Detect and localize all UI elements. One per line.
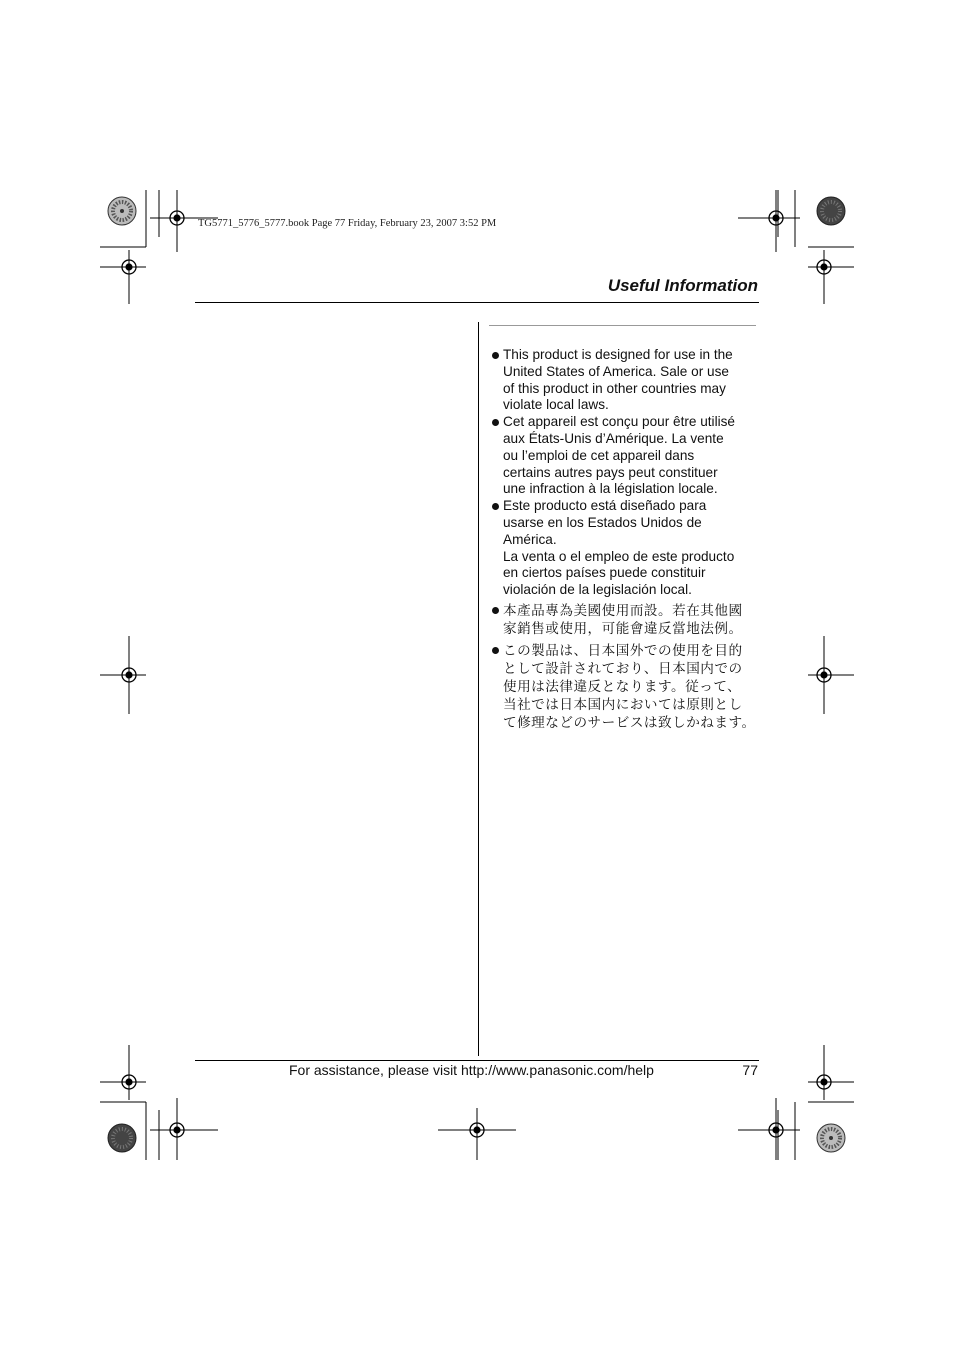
notice-japanese: この製品は、日本国外での使用を目的 として設計されており、日本国内での 使用は法律違反となります。従って、 当社では日本国内においては原則とし て修理などのサービスは致しかねます。 (503, 642, 756, 730)
page-number: 77 (742, 1062, 758, 1078)
column-divider (478, 322, 479, 1056)
box-top-rule (489, 325, 756, 326)
notice-french: Cet appareil est conçu pour être utilisé aux États-Unis d’Amérique. La vente ou l’emploi de cet appareil dans certains autres pays peut constituer une infraction à la législation locale. (503, 414, 735, 497)
starburst-target-icon (108, 197, 136, 225)
density-target-icon (108, 1124, 136, 1152)
header-rule (195, 302, 759, 303)
registration-mark-icon (113, 251, 145, 283)
list-item (491, 498, 757, 599)
list-item (491, 414, 757, 498)
list-item (491, 347, 757, 414)
notice-english: This product is designed for use in the United States of America. Sale or use of this product in other countries may violate local laws. (503, 347, 733, 413)
footer-rule (195, 1060, 759, 1061)
starburst-target-icon (817, 1124, 845, 1152)
notice-chinese: 本產品專為美國使用而設。若在其他國 家銷售或使用，可能會違反當地法例。 (503, 602, 743, 636)
file-header: TG5771_5776_5777.book Page 77 Friday, February 23, 2007 3:52 PM (198, 218, 497, 229)
notice-list (491, 347, 757, 732)
section-title: Useful Information (607, 276, 758, 295)
footer-assistance-text: For assistance, please visit http://www.panasonic.com/help (289, 1062, 654, 1078)
notice-spanish: Este producto está diseñado para usarse en los Estados Unidos de América. La venta o el empleo de este producto en ciertos países puede constituir violación de la legislación local. (503, 498, 735, 598)
density-target-icon (817, 197, 845, 225)
list-item (491, 642, 757, 732)
registration-mark-icon (808, 251, 840, 283)
list-item (491, 602, 757, 638)
